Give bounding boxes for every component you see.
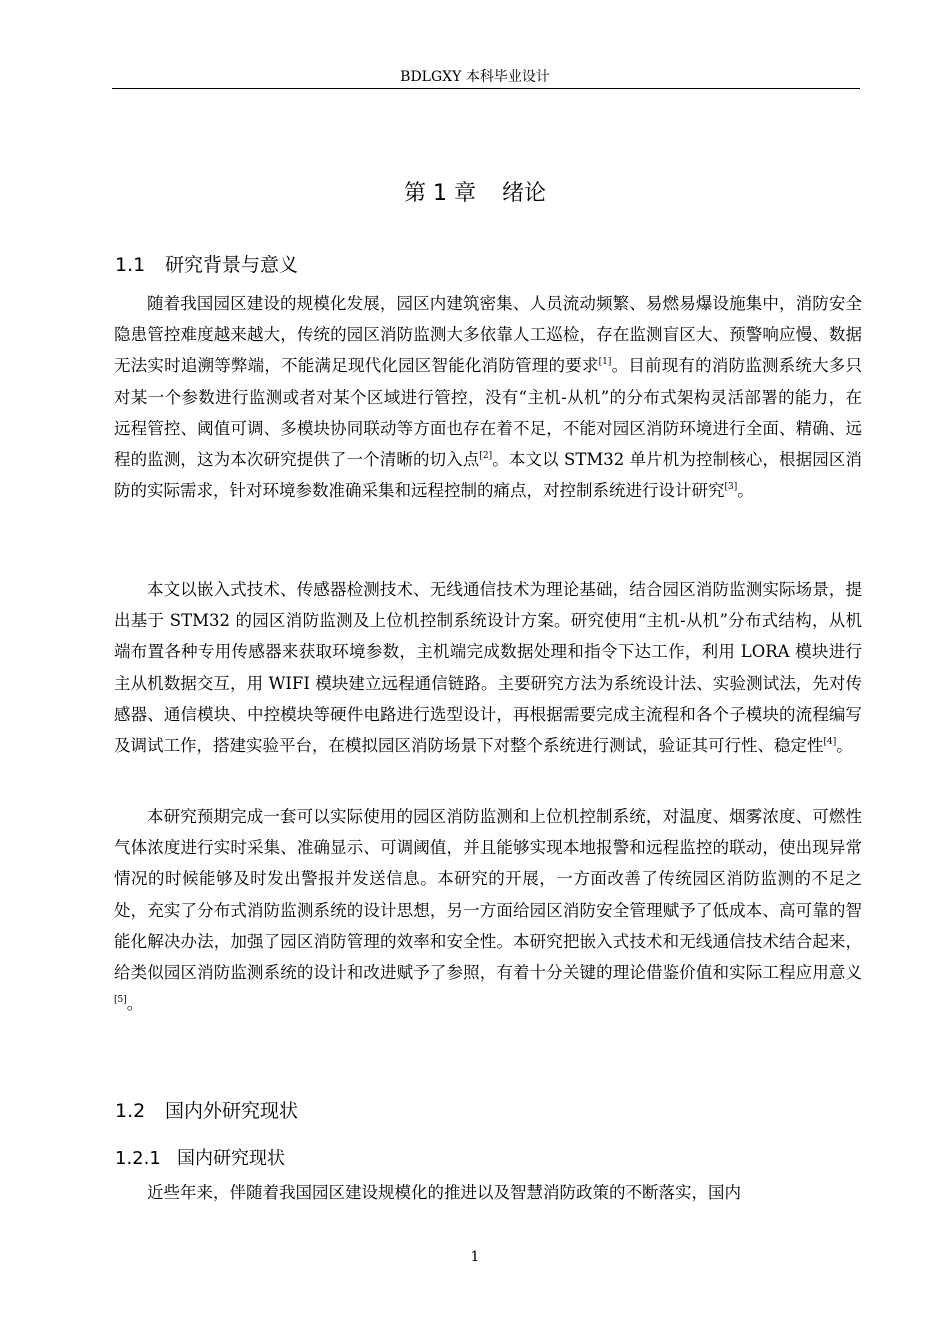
paragraph-background-1: [114, 288, 862, 506]
paragraph-domestic-research: [114, 1177, 862, 1208]
paragraph-text: 。: [126, 994, 144, 1014]
paragraph-text: 本文以嵌入式技术、传感器检测技术、无线通信技术为理论基础，结合园区消防监测实际场景，提出基于 STM32 的园区消防监测及上位机控制系统设计方案。研究使用“主机-从机”分布式结构，从机端布置各种专用传感器来获取环境参数，主机端完成数据处理和指令下达工作，利用 LORA 模块进行主从机数据交互，用 WIFI 模块建立远程通信链路。主要研究方法为系统设计法、实验测试法，先对传感器、通信模块、中控模块等硬件电路进行选型设计，再根据需要完成主流程和各个子模块的流程编写及调试工作，搭建实验平台，在模拟园区消防场景下对整个系统进行测试，验证其可行性、稳定性: [114, 580, 862, 756]
citation: [3]: [724, 482, 738, 493]
paragraph-text: 近些年来，伴随着我国园区建设规模化的推进以及智慧消防政策的不断落实，国内: [147, 1183, 741, 1202]
paragraph-text: 。目前现有的消防监测系统大多只对某一个参数进行监测或者对某个区域进行管控，没有“主机-从机”的分布式架构灵活部署的能力，在远程管控、阈值可调、多模块协同联动等方面也存在着不足，不能对园区消防环境进行全面、精确、远程的监测，这为本次研究提供了一个清晰的切入点: [114, 356, 863, 470]
section-number: 1.1: [115, 254, 146, 276]
citation: [2]: [479, 451, 493, 462]
chapter-number: 第 1 章: [404, 181, 476, 206]
section-title: 研究背景与意义: [165, 254, 299, 276]
paragraph-background-3: [114, 801, 862, 1019]
running-header: BDLGXY 本科毕业设计: [400, 69, 550, 85]
section-heading-1-1: [115, 251, 298, 279]
paragraph-text: 随着我国园区建设的规模化发展，园区内建筑密集、人员流动频繁、易燃易爆设施集中，消防安全隐患管控难度越来越大，传统的园区消防监测大多依靠人工巡检，存在监测盲区大、预警响应慢、数据无法实时追溯等弊端，不能满足现代化园区智能化消防管理的要求: [114, 294, 862, 376]
paragraph-text: 。: [737, 481, 754, 501]
paragraph-text: 。本文以 STM32 单片机为控制核心，根据园区消防的实际需求，针对环境参数准确采集和远程控制的痛点，对控制系统进行设计研究: [114, 450, 862, 501]
subsection-number: 1.2.1: [115, 1148, 161, 1169]
page-number: 1: [470, 1249, 480, 1265]
paragraph-background-2: [114, 574, 862, 761]
header-divider: [112, 88, 860, 89]
subsection-heading-1-2-1: [115, 1146, 285, 1172]
paragraph-text: 。: [836, 736, 853, 756]
citation: [5]: [114, 995, 127, 1006]
section-number: 1.2: [115, 1100, 146, 1122]
section-heading-1-2: [115, 1097, 298, 1125]
subsection-title: 国内研究现状: [177, 1148, 285, 1169]
chapter-title: [0, 178, 950, 210]
citation: [4]: [823, 737, 837, 748]
section-title: 国内外研究现状: [165, 1100, 299, 1122]
paragraph-text: 本研究预期完成一套可以实际使用的园区消防监测和上位机控制系统，对温度、烟雾浓度、可燃性气体浓度进行实时采集、准确显示、可调阈值，并且能够实现本地报警和远程监控的联动，使出现异常情况的时候能够及时发出警报并发送信息。本研究的开展，一方面改善了传统园区消防监测的不足之处，充实了分布式消防监测系统的设计思想，另一方面给园区消防安全管理赋予了低成本、高可靠的智能化解决办法，加强了园区消防管理的效率和安全性。本研究把嵌入式技术和无线通信技术结合起来，给类似园区消防监测系统的设计和改进赋予了参照，有着十分关键的理论借鉴价值和实际工程应用意义: [114, 807, 862, 983]
chapter-name: 绪论: [501, 181, 546, 206]
citation: [1]: [598, 357, 612, 368]
